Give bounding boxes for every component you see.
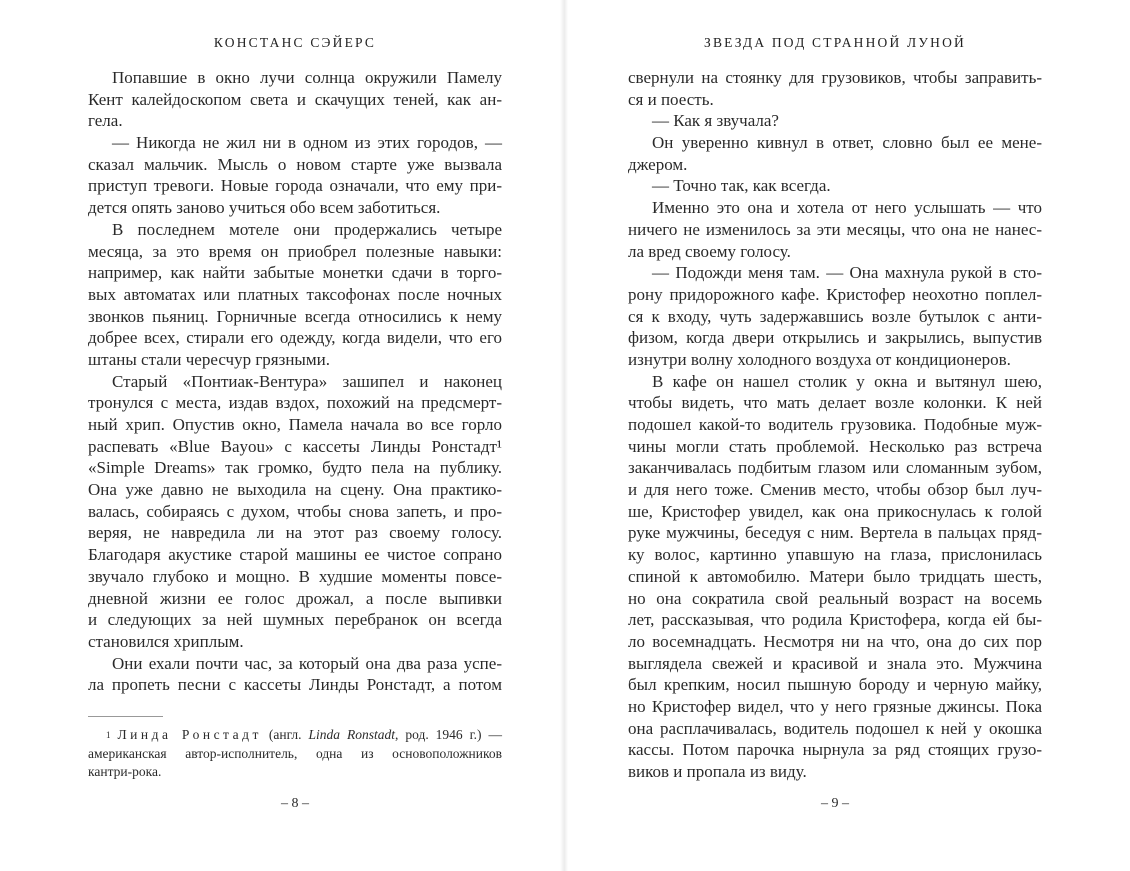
text-line: сказал мальчик. Мысль о новом старте уже вызвала bbox=[88, 154, 502, 174]
text-line: — Как я звучала? bbox=[652, 111, 779, 131]
footnote bbox=[88, 726, 502, 782]
footnote-marker: 1 bbox=[106, 730, 111, 740]
footnote-line: американская автор-исполнитель, одна из основоположников bbox=[88, 745, 502, 761]
text-line: чины могли стать проблемой. Несколько раз встреча bbox=[628, 436, 1042, 456]
text-line: ло восемнадцать. Несмотря ни на что, она до сих пор bbox=[628, 631, 1042, 651]
text-line: В последнем мотеле они продержались четыре bbox=[112, 219, 502, 239]
text-line: — Подожди меня там. — Она махнула рукой в сто- bbox=[652, 263, 1042, 283]
text-line: Он уверенно кивнул в ответ, словно был ее мене- bbox=[652, 133, 1042, 153]
text-line: спиной к автомобилю. Матери было тридцать шесть, bbox=[628, 566, 1042, 586]
text-line: Старый «Понтиак-Вентура» зашипел и наконец bbox=[112, 371, 502, 391]
text-line: чтобы видеть, что мать делает возле колонки. К ней bbox=[628, 393, 1042, 413]
text-line: но она сократила свой реальный возраст на восемь bbox=[628, 588, 1042, 608]
text-line: например, как найти забытые монетки сдачи в торго- bbox=[88, 263, 502, 283]
text-line: ше, Кристофер увидел, как она прикоснулась к голой bbox=[628, 501, 1042, 521]
text-line: становился хриплым. bbox=[88, 631, 244, 651]
text-line: звучало глубоко и мощно. В худшие моменты повсе- bbox=[88, 566, 502, 586]
text-line: — Точно так, как всегда. bbox=[652, 176, 831, 196]
page-body bbox=[88, 67, 502, 696]
text-line: ся к входу, чуть задержавшись возле бутылок с анти- bbox=[628, 306, 1042, 326]
running-head-title: ЗВЕЗДА ПОД СТРАННОЙ ЛУНОЙ bbox=[704, 35, 966, 50]
text-line: Кент калейдоскопом света и скачущих теней, как ан- bbox=[88, 89, 502, 109]
text-line: тронулся с места, издав вздох, похожий на предсмерт- bbox=[88, 393, 502, 413]
text-line: ла вред своему голосу. bbox=[628, 241, 791, 261]
text-line: веряя, не навредила ли на этот раз своему голосу. bbox=[88, 523, 502, 543]
footnote-original-name: Linda Ronstadt bbox=[308, 727, 395, 742]
footnote-name: Линда Ронстадт bbox=[117, 727, 262, 742]
footnote-rule bbox=[88, 716, 163, 717]
text-line: свернули на стоянку для грузовиков, чтобы заправить- bbox=[628, 68, 1042, 87]
text-line: Попавшие в окно лучи солнца окружили Памелу bbox=[112, 68, 502, 87]
text-line: — Никогда не жил ни в одном из этих городов, — bbox=[112, 133, 502, 153]
text-line: ся и поесть. bbox=[628, 89, 714, 109]
text-line: ку волос, картинно упавшую на глаза, прислонилась bbox=[628, 545, 1042, 565]
book-fold bbox=[560, 0, 568, 871]
text-line: «Simple Dreams» так громко, будто пела на публику. bbox=[88, 458, 502, 478]
text-line: заканчивалась подбитым глазом или сломанным зубом, bbox=[628, 458, 1042, 478]
text-line: ничего не изменилось за эти месяцы, что она не нанес- bbox=[628, 219, 1042, 239]
text-line: подошел какой-то водитель грузовика. Подобные муж- bbox=[628, 415, 1042, 434]
text-line: дется опять заново учиться обо всем заботиться. bbox=[88, 198, 441, 218]
text-line: физом, когда двери открылись и закрылись, выпустив bbox=[628, 328, 1042, 348]
text-line: звонков пьяниц. Горничные всегда относились к нему bbox=[88, 306, 502, 326]
text-line: виков и пропала из виду. bbox=[628, 762, 807, 781]
text-line: и для него тоже. Сменив место, чтобы обзор был луч- bbox=[628, 480, 1042, 500]
footnote-text: , род. 1946 г.) — bbox=[395, 727, 502, 742]
text-line: выглядела свежей и красивой и знала это. Мужчина bbox=[628, 653, 1042, 673]
text-line: и следующих за ней шумных перебранок он всегда bbox=[88, 610, 502, 630]
text-line: кассы. Потом парочка нырнула за ряд стоящих грузо- bbox=[628, 740, 1042, 760]
text-line: лет, рассказывая, что родила Кристофера, когда ей бы- bbox=[628, 610, 1042, 630]
text-line: рону придорожного кафе. Кристофер неохотно поплел- bbox=[628, 284, 1042, 304]
text-line: валась, собираясь с духом, чтобы снова запеть, и про- bbox=[88, 501, 502, 521]
text-line: месяца, за это время он приобрел полезные навыки: bbox=[88, 241, 502, 261]
footnote-line: кантри-рока. bbox=[88, 764, 162, 779]
page-number: – 8 – bbox=[281, 796, 309, 811]
text-line: дневной жизни ее голос дрожал, а после выпивки bbox=[88, 588, 502, 608]
text-line: В кафе он нашел столик у окна и вытянул шею, bbox=[652, 371, 1042, 391]
text-line: добрее всех, стирали его одежду, когда видели, что его bbox=[88, 328, 502, 348]
text-line: гела. bbox=[88, 111, 123, 131]
text-line: Они ехали почти час, за который она два раза успе- bbox=[112, 653, 502, 673]
text-line: Именно это она и хотела от него услышать — что bbox=[652, 198, 1042, 218]
text-line: ла пропеть песни с кассеты Линды Ронстадт, а потом bbox=[88, 675, 502, 695]
text-line: Она уже давно не выходила на сцену. Она практико- bbox=[88, 480, 502, 500]
page-body bbox=[628, 67, 1042, 783]
text-line: штаны стали чересчур грязными. bbox=[88, 349, 330, 369]
text-line: вых автоматах или платных таксофонах после ночных bbox=[88, 284, 502, 304]
text-line: джером. bbox=[628, 154, 688, 174]
running-head-author: КОНСТАНС СЭЙЕРС bbox=[213, 35, 377, 50]
text-line: был крепким, носил пышную бороду и черную майку, bbox=[628, 675, 1042, 695]
left-page bbox=[88, 0, 502, 871]
text-line: распевать «Blue Bayou» с кассеты Линды Ронстадт¹ bbox=[88, 436, 502, 456]
text-line: она расплачивалась, водитель подошел к ней у окошка bbox=[628, 718, 1042, 738]
text-line: изнутри волну холодного воздуха от кондиционеров. bbox=[628, 349, 1011, 369]
text-line: но Кристофер видел, что у него грязные джинсы. Пока bbox=[628, 696, 1042, 716]
text-line: приступ тревоги. Новые города означали, что ему при- bbox=[88, 176, 502, 196]
text-line: руке мужчины, беседуя с ним. Вертела в пальцах пряд- bbox=[628, 523, 1042, 543]
text-line: Благодаря акустике старой машины ее чистое сопрано bbox=[88, 545, 502, 565]
text-line: ный хрип. Опустив окно, Памела начала во все горло bbox=[88, 415, 502, 434]
page-number: – 9 – bbox=[821, 796, 849, 811]
right-page bbox=[628, 0, 1042, 871]
footnote-text: (англ. bbox=[261, 727, 309, 742]
